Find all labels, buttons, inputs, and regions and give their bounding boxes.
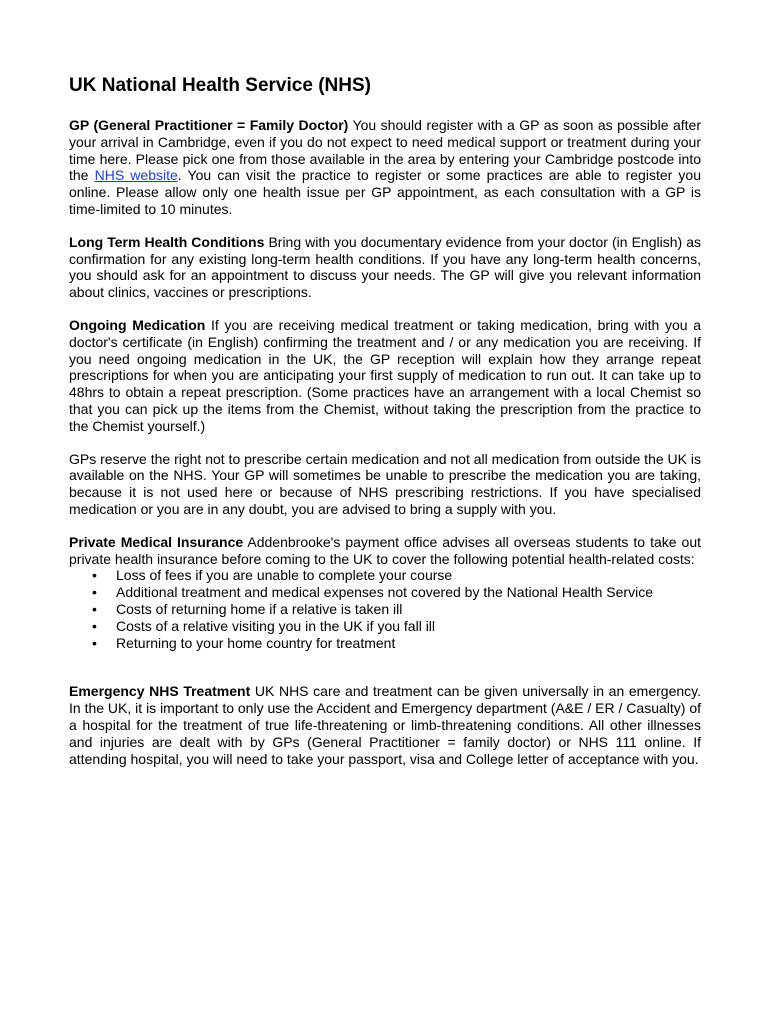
ongoing-medication-heading: Ongoing Medication [69,316,206,333]
long-term-paragraph [69,234,701,301]
emergency-heading: Emergency NHS Treatment [69,683,251,700]
long-term-heading: Long Term Health Conditions [69,233,265,250]
emergency-text: UK NHS care and treatment can be given universally in an emergency. In the UK, it is important to only use the Accident and Emergency department (A&E / ER / Casualty) of a hospital for the treatment of true life-threatening or limb-threatening conditions. All other illnesses and injuries are dealt with by GPs (General Practitioner = family doctor) or NHS 111 online. If attending hospital, you will need to take your passport, visa and College letter of acceptance with you. [69,683,701,767]
document-page [69,74,701,783]
list-item [92,584,701,601]
list-item-text: Costs of returning home if a relative is taken ill [116,600,403,617]
long-term-text: Bring with you documentary evidence from your doctor (in English) as confirmation for any existing long-term health conditions. If you have any long-term health concerns, you should ask for an appointment to discuss your needs. The GP will give you relevant information about clinics, vaccines or prescriptions. [69,233,701,301]
bullet-icon: • [92,617,97,634]
bullet-icon: • [92,600,97,617]
ongoing-medication-text: If you are receiving medical treatment or taking medication, bring with you a doctor's certificate (in English) confirming the treatment and / or any medication you are receiving. If you need ongoing medication in the UK, the GP reception will explain how they arrange repeat prescriptions for when you are anticipating your first supply of medication to run out. It can take up to 48hrs to obtain a repeat prescription. (Some practices have an arrangement with a local Chemist so that you can pick up the items from the Chemist, without taking the prescription from the practice to the Chemist yourself.) [69,316,702,434]
list-item [92,600,701,618]
gps-reserve-paragraph: GPs reserve the right not to prescribe certain medication and not all medication from outside the UK is available on the NHS. Your GP will sometimes be unable to prescribe the medication you are taking, because it is not used here or because of NHS prescribing restrictions. If you have specialised medication or you are in any doubt, you are advised to bring a supply with you. [69,450,701,517]
gp-text-after-link: . You can visit the practice to register or some practices are able to register you online. Please allow only one health issue per GP appointment, as each consultation with a GP is time-limited to 10 minutes. [69,167,701,217]
list-item [92,634,701,652]
insurance-heading: Private Medical Insurance [69,533,244,550]
list-item-text: Costs of a relative visiting you in the UK if you fall ill [116,617,436,634]
bullet-icon: • [92,634,97,651]
ongoing-medication-paragraph [69,317,701,435]
insurance-text: Addenbrooke's payment office advises all overseas students to take out private health insurance before coming to the UK to cover the following potential health-related costs: [69,533,701,567]
list-item-text: Returning to your home country for treatment [116,634,396,651]
bullet-icon: • [92,584,97,601]
gp-text-before-link: You should register with a GP as soon as possible after your arrival in Cambridge, even if you do not expect to need medical support or treatment during your time here. Please pick one from those available in the area by entering your Cambridge postcode into the [69,117,701,184]
bullet-icon: • [92,567,97,584]
emergency-paragraph [69,683,701,767]
page-title: UK National Health Service (NHS) [69,75,371,96]
list-item [92,567,701,584]
gp-paragraph [69,117,701,218]
list-item-text: Loss of fees if you are unable to complete your course [116,567,453,584]
list-item-text: Additional treatment and medical expenses not covered by the National Health Service [116,584,653,601]
gp-heading: GP (General Practitioner = Family Doctor) [69,117,349,133]
list-item [92,617,701,635]
nhs-website-link[interactable]: NHS website [94,167,178,184]
insurance-cost-list [69,567,701,651]
insurance-paragraph [69,534,701,568]
